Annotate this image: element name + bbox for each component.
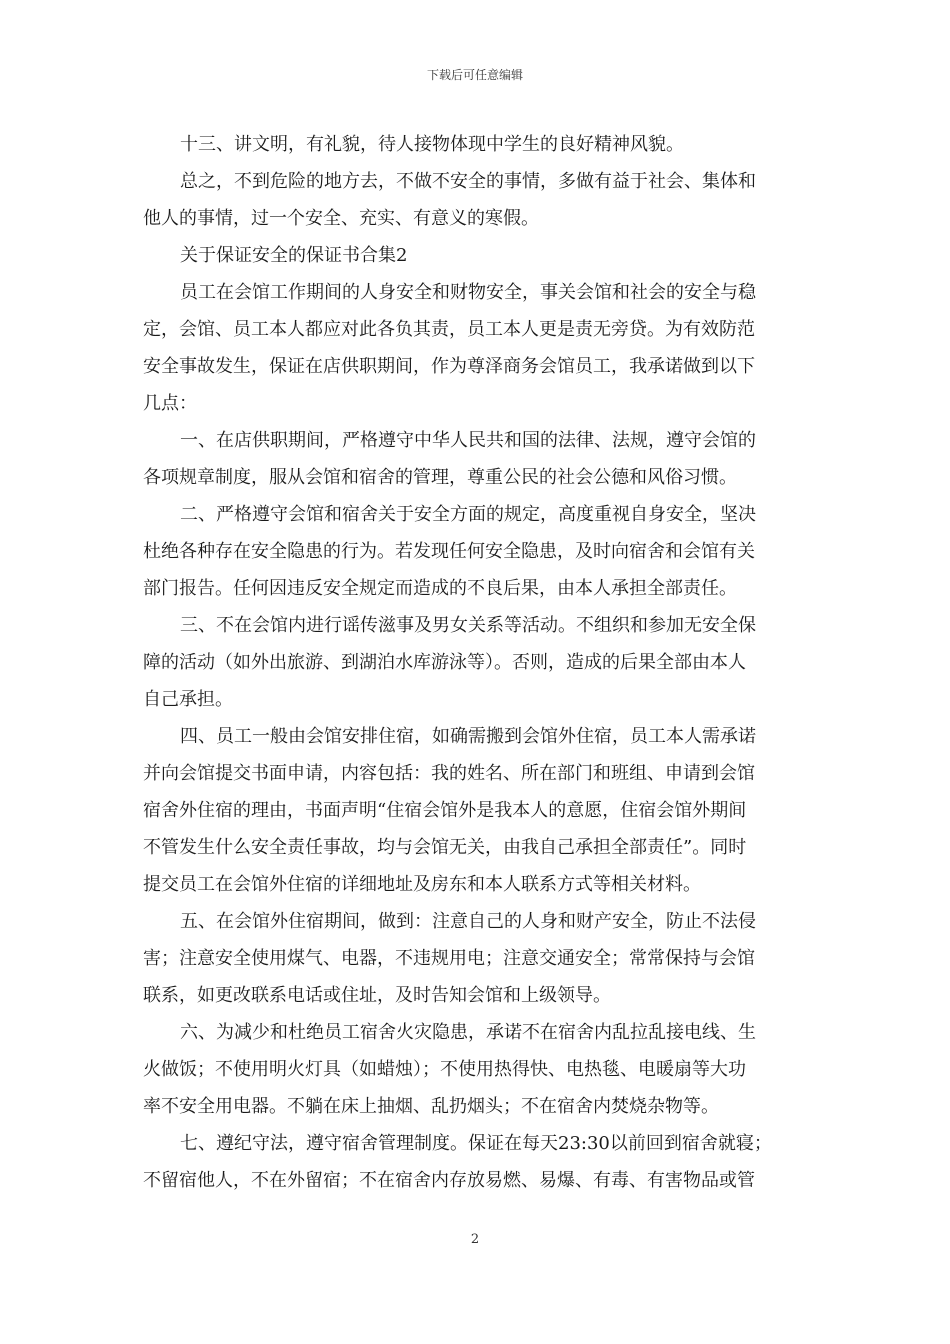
paragraph: 六、为减少和杜绝员工宿舍火灾隐患，承诺不在宿舍内乱拉乱接电线、生 火做饭；不使用明火灯具（如蜡烛）；不使用热得快、电热毯、电暖扇等大功 率不安全用电器。不躺在床上抽烟、乱扔烟头；不在宿舍内焚烧杂物等。 <box>143 1022 756 1117</box>
paragraph: 二、严格遵守会馆和宿舍关于安全方面的规定，高度重视自身安全，坚决 杜绝各种存在安全隐患的行为。若发现任何安全隐患，及时向宿舍和会馆有关 部门报告。任何因违反安全规定而造成的不良后果，由本人承担全部责任。 <box>143 504 756 599</box>
paragraph: 一、在店供职期间，严格遵守中华人民共和国的法律、法规，遵守会馆的 各项规章制度，服从会馆和宿舍的管理，尊重公民的社会公德和风俗习惯。 <box>143 430 756 488</box>
paragraph: 四、员工一般由会馆安排住宿，如确需搬到会馆外住宿，员工本人需承诺 并向会馆提交书面申请，内容包括：我的姓名、所在部门和班组、申请到会馆 宿舍外住宿的理由，书面声明“住宿会馆外是我本人的意愿，住宿会馆外期间 不管发生什么安全责任事故，均与会馆无关，由我自己承担全部责任”。同时 提交员工在会馆外住宿的详细地址及房东和本人联系方式等相关材料。 <box>143 726 756 895</box>
paragraph: 员工在会馆工作期间的人身安全和财物安全，事关会馆和社会的安全与稳 定，会馆、员工本人都应对此各负其责，员工本人更是责无旁贷。为有效防范 安全事故发生，保证在店供职期间，作为尊泽商务会馆员工，我承诺做到以下 几点： <box>143 282 756 414</box>
paragraph: 五、在会馆外住宿期间，做到：注意自己的人身和财产安全，防止不法侵 害；注意安全使用煤气、电器，不违规用电；注意交通安全；常常保持与会馆 联系，如更改联系电话或住址，及时告知会馆和上级领导。 <box>143 911 756 1006</box>
paragraph: 总之，不到危险的地方去，不做不安全的事情，多做有益于社会、集体和 他人的事情，过一个安全、充实、有意义的寒假。 <box>143 171 756 229</box>
page-header: 下载后可任意编辑 <box>426 68 523 82</box>
paragraph: 七、遵纪守法，遵守宿舍管理制度。保证在每天23:30以前回到宿舍就寝； 不留宿他人，不在外留宿；不在宿舍内存放易燃、易爆、有毒、有害物品或管 <box>143 1133 772 1191</box>
section-title: 关于保证安全的保证书合集2 <box>180 245 408 266</box>
document-body <box>143 126 808 1199</box>
paragraph: 十三、讲文明，有礼貌，待人接物体现中学生的良好精神风貌。 <box>180 134 684 155</box>
page-number: 2 <box>470 1232 480 1247</box>
paragraph: 三、不在会馆内进行谣传滋事及男女关系等活动。不组织和参加无安全保 障的活动（如外出旅游、到湖泊水库游泳等）。否则，造成的后果全部由本人 自己承担。 <box>143 615 756 710</box>
